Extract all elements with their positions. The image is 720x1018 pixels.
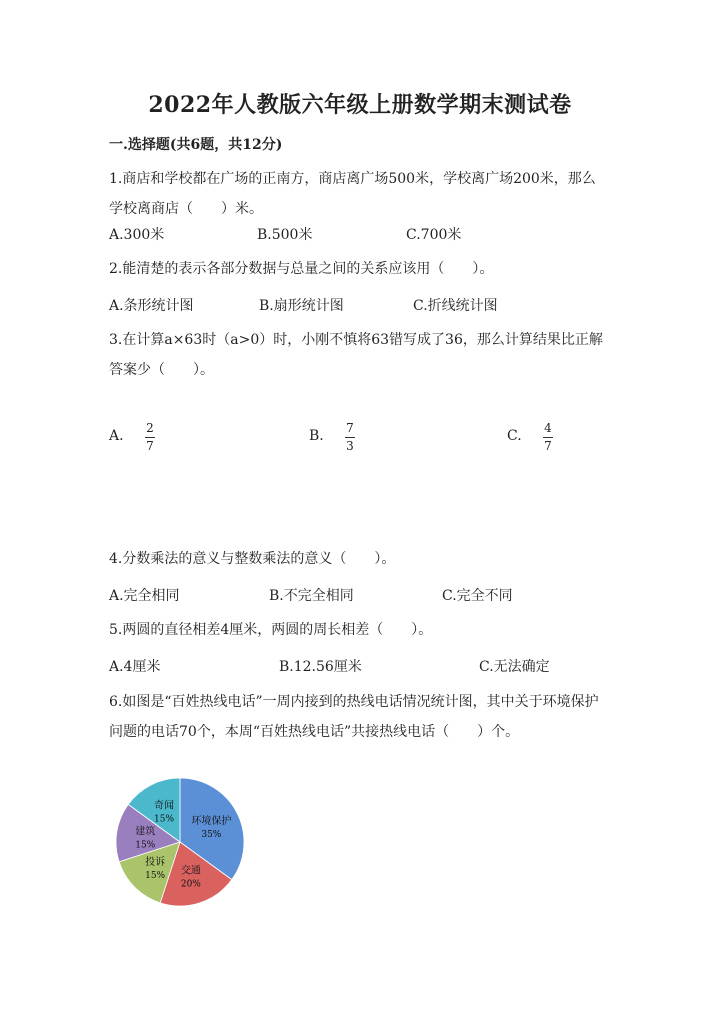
option-c: C.折线统计图: [413, 298, 498, 314]
option-c: C.完全不同: [442, 588, 513, 604]
numerator: 4: [544, 421, 552, 435]
option-b: B.不完全相同: [269, 588, 354, 604]
denominator: 3: [346, 439, 354, 453]
denominator: 7: [544, 439, 552, 453]
option-b: B.扇形统计图: [259, 298, 344, 314]
question-3: 3.在计算a×63时（a>0）时，小刚不慎将63错写成了36，那么计算结果比正解答案少（ ）。: [109, 332, 603, 378]
question-1: 1.商店和学校都在广场的正南方，商店离广场500米，学校离广场200米，那么学校离商店（ ）米。: [109, 171, 596, 217]
option-label: A.: [109, 428, 124, 444]
slice-percent-4: 15%: [154, 814, 175, 825]
fraction-bar: [543, 437, 553, 438]
option-c: C.无法确定: [479, 659, 550, 675]
option-b: B.500米: [257, 227, 313, 243]
fraction-bar: [345, 437, 355, 438]
question-1-options: [109, 224, 629, 244]
numerator: 7: [346, 421, 354, 435]
option-a: A.4厘米: [109, 659, 161, 675]
question-2-options: [109, 295, 629, 315]
option-c: C.700米: [406, 227, 462, 243]
question-3-options: [109, 422, 609, 462]
fraction: [145, 422, 155, 453]
option-a: A.完全相同: [109, 588, 180, 604]
slice-label-4: 奇闻: [154, 800, 175, 812]
question-5: 5.两圆的直径相差4厘米，两圆的周长相差（ ）。: [109, 622, 433, 638]
question-2: 2.能清楚的表示各部分数据与总量之间的关系应该用（ ）。: [109, 261, 494, 277]
option-a: A.条形统计图: [109, 298, 194, 314]
option-label: C.: [507, 428, 522, 444]
slice-label-0: 环境保护: [191, 816, 232, 828]
slice-label-1: 交通: [180, 865, 201, 877]
slice-percent-0: 35%: [201, 830, 222, 841]
slice-label-2: 投诉: [145, 856, 166, 868]
fraction: [543, 422, 553, 453]
slice-percent-2: 15%: [145, 870, 166, 881]
denominator: 7: [146, 439, 154, 453]
page-title: 2022年人教版六年级上册数学期末测试卷: [148, 92, 572, 118]
option-b: B.12.56厘米: [279, 659, 362, 675]
slice-percent-1: 20%: [180, 879, 201, 890]
option-label: B.: [309, 428, 324, 444]
option-a: A.300米: [109, 227, 165, 243]
pie-chart: [110, 772, 250, 912]
numerator: 2: [146, 421, 154, 435]
section-heading: 一.选择题(共6题，共12分): [109, 137, 283, 153]
question-4-options: [109, 585, 629, 605]
slice-label-3: 建筑: [135, 826, 156, 838]
fraction-bar: [145, 437, 155, 438]
slice-percent-3: 15%: [135, 840, 156, 851]
question-6: 6.如图是“百姓热线电话”一周内接到的热线电话情况统计图，其中关于环境保护问题的电话70个，本周“百姓热线电话”共接热线电话（ ）个。: [109, 694, 599, 740]
question-4: 4.分数乘法的意义与整数乘法的意义（ ）。: [109, 551, 396, 567]
question-5-options: [109, 656, 629, 676]
fraction: [345, 422, 355, 453]
